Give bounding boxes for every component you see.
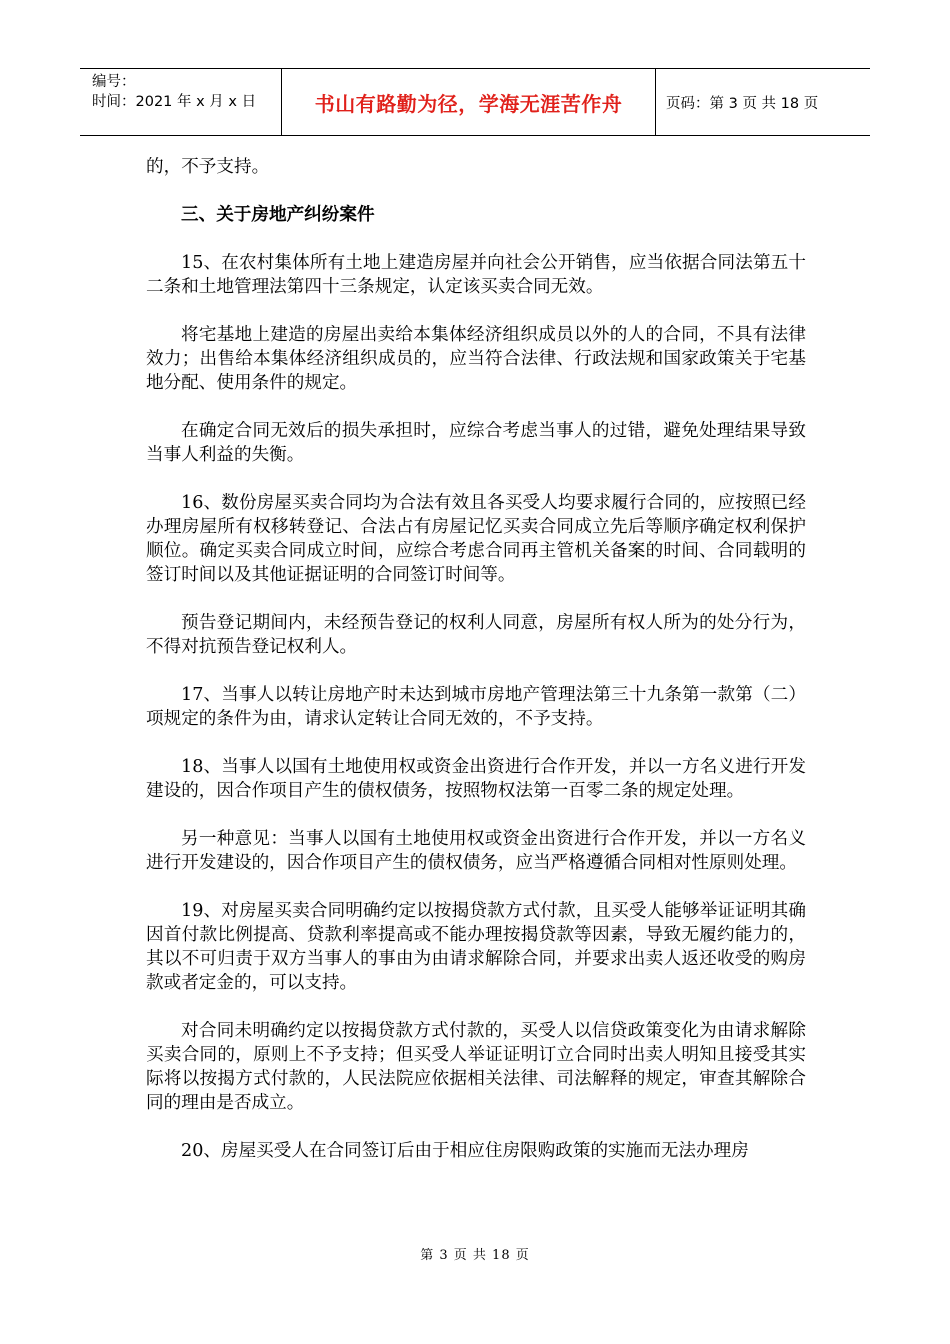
paragraph: 15、在农村集体所有土地上建造房屋并向社会公开销售，应当依据合同法第五十二条和土地管理法第四十三条规定，认定该买卖合同无效。 <box>146 253 806 297</box>
paragraph: 在确定合同无效后的损失承担时，应综合考虑当事人的过错，避免处理结果导致当事人利益的失衡。 <box>146 421 806 465</box>
paragraph: 16、数份房屋买卖合同均为合法有效且各买受人均要求履行合同的，应按照已经办理房屋所有权移转登记、合法占有房屋记忆买卖合同成立先后等顺序确定权利保护顺位。确定买卖合同成立时间，应综合考虑合同再主管机关备案的时间、合同载明的签订时间以及其他证据证明的合同签订时间等。 <box>146 493 806 585</box>
document-body <box>146 155 806 1187</box>
paragraph: 18、当事人以国有土地使用权或资金出资进行合作开发，并以一方名义进行开发建设的，因合作项目产生的债权债务，按照物权法第一百零二条的规定处理。 <box>146 757 806 801</box>
paragraph: 17、当事人以转让房地产时未达到城市房地产管理法第三十九条第一款第（二）项规定的条件为由，请求认定转让合同无效的，不予支持。 <box>146 685 806 729</box>
section-heading: 三、关于房地产纠纷案件 <box>181 205 375 225</box>
paragraph: 另一种意见：当事人以国有土地使用权或资金出资进行合作开发，并以一方名义进行开发建设的，因合作项目产生的债权债务，应当严格遵循合同相对性原则处理。 <box>146 829 806 873</box>
paragraph: 将宅基地上建造的房屋出卖给本集体经济组织成员以外的人的合同，不具有法律效力；出售给本集体经济组织成员的，应当符合法律、行政法规和国家政策关于宅基地分配、使用条件的规定。 <box>146 325 806 393</box>
paragraph: 预告登记期间内，未经预告登记的权利人同意，房屋所有权人所为的处分行为，不得对抗预告登记权利人。 <box>146 613 806 657</box>
paragraph-continuation: 的，不予支持。 <box>146 157 270 177</box>
page-footer: 第 3 页 共 18 页 <box>420 1248 530 1263</box>
paragraph: 19、对房屋买卖合同明确约定以按揭贷款方式付款，且买受人能够举证证明其确因首付款比例提高、贷款利率提高或不能办理按揭贷款等因素，导致无履约能力的，其以不可归责于双方当事人的事由为由请求解除合同，并要求出卖人返还收受的购房款或者定金的，可以支持。 <box>146 901 806 993</box>
document-number-label: 编号： <box>92 74 136 90</box>
paragraph: 20、房屋买受人在合同签订后由于相应住房限购政策的实施而无法办理房 <box>181 1141 749 1161</box>
header-motto: 书山有路勤为径，学海无涯苦作舟 <box>282 69 656 135</box>
header-page-info: 页码：第 3 页 共 18 页 <box>666 95 819 112</box>
header-meta <box>80 69 282 135</box>
paragraph: 对合同未明确约定以按揭贷款方式付款的，买受人以信贷政策变化为由请求解除买卖合同的，原则上不予支持；但买受人举证证明订立合同时出卖人明知且接受其实际将以按揭方式付款的，人民法院应依据相关法律、司法解释的规定，审查其解除合同的理由是否成立。 <box>146 1021 806 1113</box>
page-header <box>80 68 870 136</box>
document-date: 时间：2021 年 x 月 x 日 <box>92 94 257 110</box>
